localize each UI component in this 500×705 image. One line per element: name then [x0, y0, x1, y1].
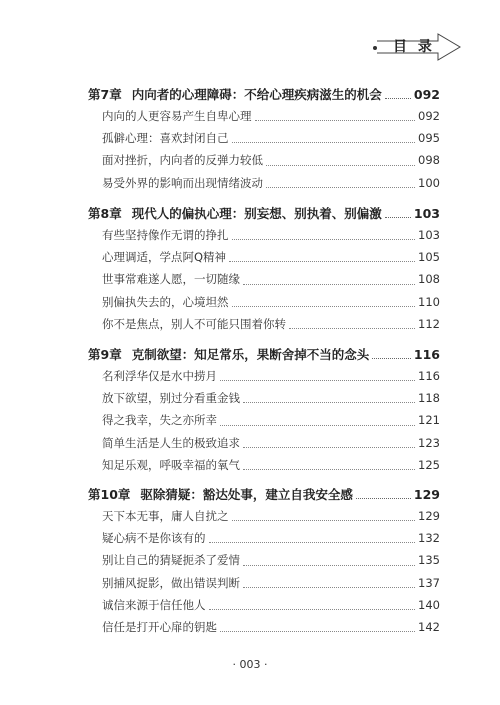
- dot-leader: [229, 261, 415, 262]
- toc-entry[interactable]: [88, 246, 440, 268]
- toc-entry[interactable]: [88, 105, 440, 127]
- toc-entry[interactable]: [88, 313, 440, 335]
- entry-title: 疑心病不是你该有的: [102, 531, 206, 546]
- entry-title: 简单生活是人生的极致追求: [102, 435, 240, 450]
- entry-title: 孤僻心理：喜欢封闭自己: [102, 131, 229, 146]
- entry-title: 心理调适，学点阿Q精神: [102, 250, 227, 265]
- entry-page: 142: [418, 619, 440, 634]
- dot-leader: [209, 542, 416, 543]
- entry-page: 092: [418, 108, 440, 123]
- entry-page: 098: [418, 153, 440, 168]
- chapter-heading[interactable]: [88, 203, 440, 224]
- entry-page: 105: [418, 250, 440, 265]
- dot-leader: [255, 120, 416, 121]
- dot-leader: [220, 631, 415, 632]
- chapter-number: 第10章: [88, 487, 131, 502]
- dot-leader: [220, 380, 415, 381]
- entry-title: 面对挫折，内向者的反弹力较低: [102, 153, 263, 168]
- toc-entry[interactable]: [88, 149, 440, 171]
- dot-leader: [356, 498, 411, 499]
- entry-page: 121: [418, 413, 440, 428]
- entry-title: 有些坚持像作无谓的挣扎: [102, 227, 229, 242]
- entry-page: 116: [418, 368, 440, 383]
- toc-entry[interactable]: [88, 268, 440, 290]
- entry-title: 内向的人更容易产生自卑心理: [102, 108, 252, 123]
- toc-entry[interactable]: [88, 549, 440, 571]
- dot-leader: [243, 587, 415, 588]
- chapter-section: [88, 484, 440, 638]
- entry-page: 095: [418, 131, 440, 146]
- page-number: · 003 ·: [232, 658, 268, 671]
- entry-title: 名利浮华仅是水中捞月: [102, 368, 217, 383]
- chapter-number: 第8章: [88, 206, 122, 221]
- chapter-page: 129: [413, 487, 440, 502]
- toc-entry[interactable]: [88, 127, 440, 149]
- toc-title: 目 录: [393, 39, 435, 55]
- chapter-heading[interactable]: [88, 344, 440, 365]
- dot-leader: [385, 217, 411, 218]
- dot-leader: [243, 447, 415, 448]
- dot-leader: [385, 98, 411, 99]
- entry-page: 118: [418, 391, 440, 406]
- dot-leader: [232, 142, 416, 143]
- chapter-page: 103: [413, 206, 440, 221]
- toc-entry[interactable]: [88, 432, 440, 454]
- chapter-page: 092: [413, 87, 440, 102]
- entry-title: 你不是焦点，别人不可能只围着你转: [102, 316, 286, 331]
- toc-entry[interactable]: [88, 527, 440, 549]
- dot-leader: [232, 239, 416, 240]
- entry-page: 140: [418, 597, 440, 612]
- dot-leader: [266, 165, 415, 166]
- entry-title: 得之我幸，失之亦所幸: [102, 413, 217, 428]
- toc-entry[interactable]: [88, 594, 440, 616]
- dot-leader: [243, 565, 415, 566]
- dot-leader: [289, 328, 415, 329]
- toc-entry[interactable]: [88, 572, 440, 594]
- toc-entry[interactable]: [88, 409, 440, 431]
- dot-leader: [209, 609, 416, 610]
- entry-title: 易受外界的影响而出现情绪波动: [102, 175, 263, 190]
- chapter-section: [88, 203, 440, 335]
- entry-page: 137: [418, 575, 440, 590]
- entry-title: 信任是打开心扉的钥匙: [102, 619, 217, 634]
- toc-entry[interactable]: [88, 365, 440, 387]
- toc-entry[interactable]: [88, 172, 440, 194]
- toc-entry[interactable]: [88, 224, 440, 246]
- entry-title: 诚信来源于信任他人: [102, 597, 206, 612]
- dot-leader: [243, 402, 415, 403]
- entry-title: 别让自己的猜疑扼杀了爱情: [102, 553, 240, 568]
- entry-page: 135: [418, 553, 440, 568]
- chapter-title: 驱除猜疑：豁达处事，建立自我安全感: [140, 487, 353, 502]
- entry-title: 放下欲望，别过分看重金钱: [102, 391, 240, 406]
- chapter-title: 克制欲望：知足常乐，果断舍掉不当的念头: [131, 347, 370, 362]
- dot-leader: [232, 306, 416, 307]
- dot-leader: [232, 520, 416, 521]
- toc-entry[interactable]: [88, 454, 440, 476]
- entry-page: 110: [418, 294, 440, 309]
- chapter-page: 116: [413, 347, 440, 362]
- dot-leader: [243, 284, 415, 285]
- entry-page: 100: [418, 175, 440, 190]
- chapter-heading[interactable]: [88, 84, 440, 105]
- entry-page: 108: [418, 272, 440, 287]
- chapter-heading[interactable]: [88, 484, 440, 505]
- entry-title: 别偏执失去的，心境坦然: [102, 294, 229, 309]
- entry-title: 天下本无事，庸人自扰之: [102, 508, 229, 523]
- toc-entry[interactable]: [88, 291, 440, 313]
- toc-header: [0, 32, 500, 62]
- dot-leader: [243, 469, 415, 470]
- toc-entry[interactable]: [88, 387, 440, 409]
- entry-title: 世事常难遂人愿，一切随缘: [102, 272, 240, 287]
- toc-entry[interactable]: [88, 505, 440, 527]
- entry-page: 132: [418, 531, 440, 546]
- entry-title: 别捕风捉影，做出错误判断: [102, 575, 240, 590]
- chapter-section: [88, 84, 440, 194]
- chapter-title: 现代人的偏执心理：别妄想、别执着、别偏激: [131, 206, 382, 221]
- toc-entry[interactable]: [88, 616, 440, 638]
- entry-page: 125: [418, 457, 440, 472]
- chapter-number: 第9章: [88, 347, 122, 362]
- dot-leader: [220, 425, 415, 426]
- chapter-title: 内向者的心理障碍：不给心理疾病滋生的机会: [131, 87, 382, 102]
- entry-page: 129: [418, 508, 440, 523]
- chapter-number: 第7章: [88, 87, 122, 102]
- chapter-section: [88, 344, 440, 476]
- entry-page: 123: [418, 435, 440, 450]
- entry-page: 103: [418, 227, 440, 242]
- entry-title: 知足乐观，呼吸幸福的氧气: [102, 457, 240, 472]
- dot-leader: [266, 187, 415, 188]
- entry-page: 112: [418, 316, 440, 331]
- dot-leader: [372, 358, 411, 359]
